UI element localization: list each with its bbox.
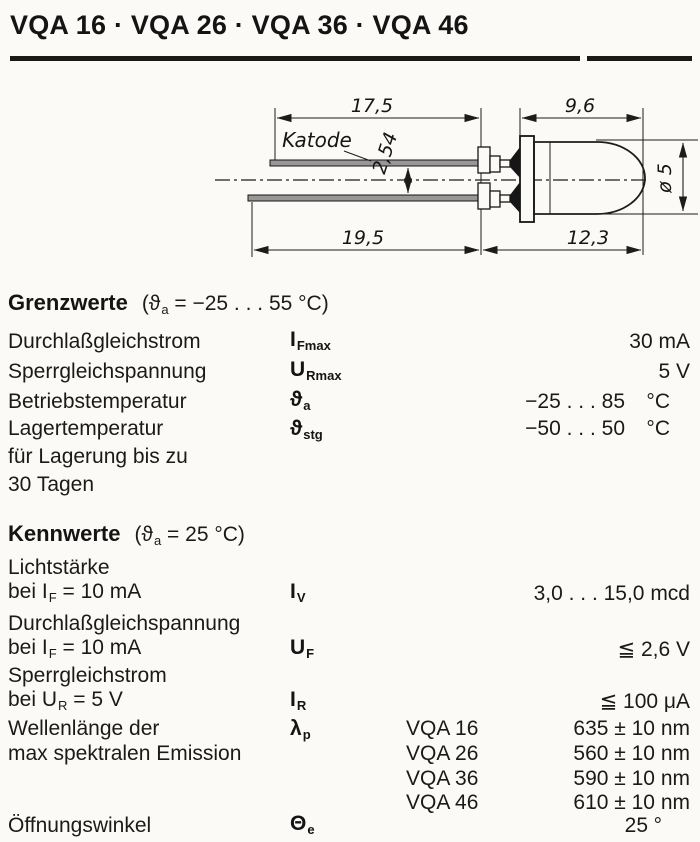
table-row-sperrgleichstrom [8, 664, 690, 714]
dim-label-12-3: 12,3 [566, 227, 610, 249]
lead-crimps [478, 147, 510, 209]
kennwerte-title: Kennwerte [8, 521, 121, 546]
type-value: 590 ± 10 nm [573, 766, 690, 790]
dim-label-2-54: 2,54 [368, 129, 403, 177]
led-flange [520, 136, 534, 222]
param-value: 5 V [658, 360, 690, 383]
dim-label-17-5: 17,5 [350, 95, 394, 117]
grenzwerte-condition: ($ϑ_a = -25$ . . . 55 °C) [141, 292, 329, 317]
param-symbol: $\lambda_p$ [290, 717, 311, 742]
table-row-lichtstaerke [8, 556, 690, 606]
param-symbol: $U_F$ [290, 636, 315, 661]
param-value: 3,0 . . . 15,0 mcd [533, 582, 690, 605]
dim-label-diameter-5: ø 5 [654, 163, 676, 193]
page-title: VQA 16 · VQA 26 · VQA 36 · VQA 46 [10, 10, 469, 40]
param-value: 25 ° [624, 814, 662, 837]
type-value: 635 ± 10 nm [573, 717, 690, 740]
param-value: ≦ 2,6 V [617, 638, 690, 661]
param-label: Sperrgleichspannung [8, 360, 207, 383]
param-symbol: $U_{Rmax}$ [290, 358, 342, 383]
param-symbol: $ϑ_{stg}$ [290, 417, 323, 442]
section-heading-grenzwerte [8, 290, 329, 316]
table-row-betriebstemperatur [8, 387, 690, 414]
type-name: VQA 16 [406, 717, 479, 740]
param-value: ≦ 100 μA [599, 690, 690, 713]
param-unit: °C [646, 417, 670, 440]
param-label: Lichtstärke bei $I_F = 10$ mA [8, 556, 142, 605]
param-label: Durchlaßgleichstrom [8, 330, 201, 353]
table-row-durchlassgleichstrom [8, 327, 690, 354]
param-value: −50 . . . 50 °C [394, 415, 690, 443]
param-label: Durchlaßgleichspannung bei $I_F = 10$ mA [8, 612, 241, 661]
table-row-wellenlaenge [8, 717, 690, 816]
type-value: 560 ± 10 nm [573, 741, 690, 765]
led-dimension-drawing [0, 85, 700, 275]
param-unit: °C [646, 390, 670, 413]
param-label: Betriebstemperatur [8, 390, 187, 413]
param-value: 30 mA [629, 330, 690, 353]
table-row-durchlassgleichspannung [8, 612, 690, 662]
dim-label-9-6: 9,6 [564, 95, 596, 117]
anode-lead [248, 195, 478, 201]
param-label: Öffnungswinkel [8, 814, 152, 837]
table-row-oeffnungswinkel [8, 812, 690, 838]
param-symbol: $I_{Fmax}$ [290, 328, 331, 353]
type-name: VQA 46 [406, 791, 479, 815]
kennwerte-condition: ($ϑ_a = 25$ °C) [134, 523, 245, 548]
table-row-sperrgleichspannung [8, 357, 690, 384]
grenzwerte-title: Grenzwerte [8, 290, 128, 315]
type-value: 610 ± 10 nm [573, 791, 690, 815]
title-rule [10, 56, 692, 61]
param-unit: ° [653, 814, 662, 837]
section-heading-kennwerte [8, 521, 245, 547]
param-label: Wellenlänge der max spektralen Emission [8, 717, 242, 765]
type-value-column [504, 717, 690, 816]
type-name: VQA 36 [406, 766, 479, 790]
type-name-column [394, 717, 504, 816]
param-label: Lagertemperatur für Lagerung bis zu 30 Tagen [8, 417, 188, 496]
param-symbol: $I_R$ [290, 688, 307, 713]
katode-label: Katode [282, 128, 352, 152]
param-label: Sperrgleichstrom bei $U_R = 5$ V [8, 664, 167, 713]
dim-label-19-5: 19,5 [341, 227, 385, 249]
param-symbol: $\Theta_e$ [290, 812, 315, 837]
param-value: −25 . . . 85 °C [525, 390, 670, 413]
led-body [534, 142, 645, 214]
type-name: VQA 26 [406, 741, 479, 765]
table-row-lagertemperatur [8, 415, 690, 499]
param-symbol: $ϑ_a$ [290, 388, 311, 413]
param-symbol: $I_V$ [290, 580, 306, 605]
